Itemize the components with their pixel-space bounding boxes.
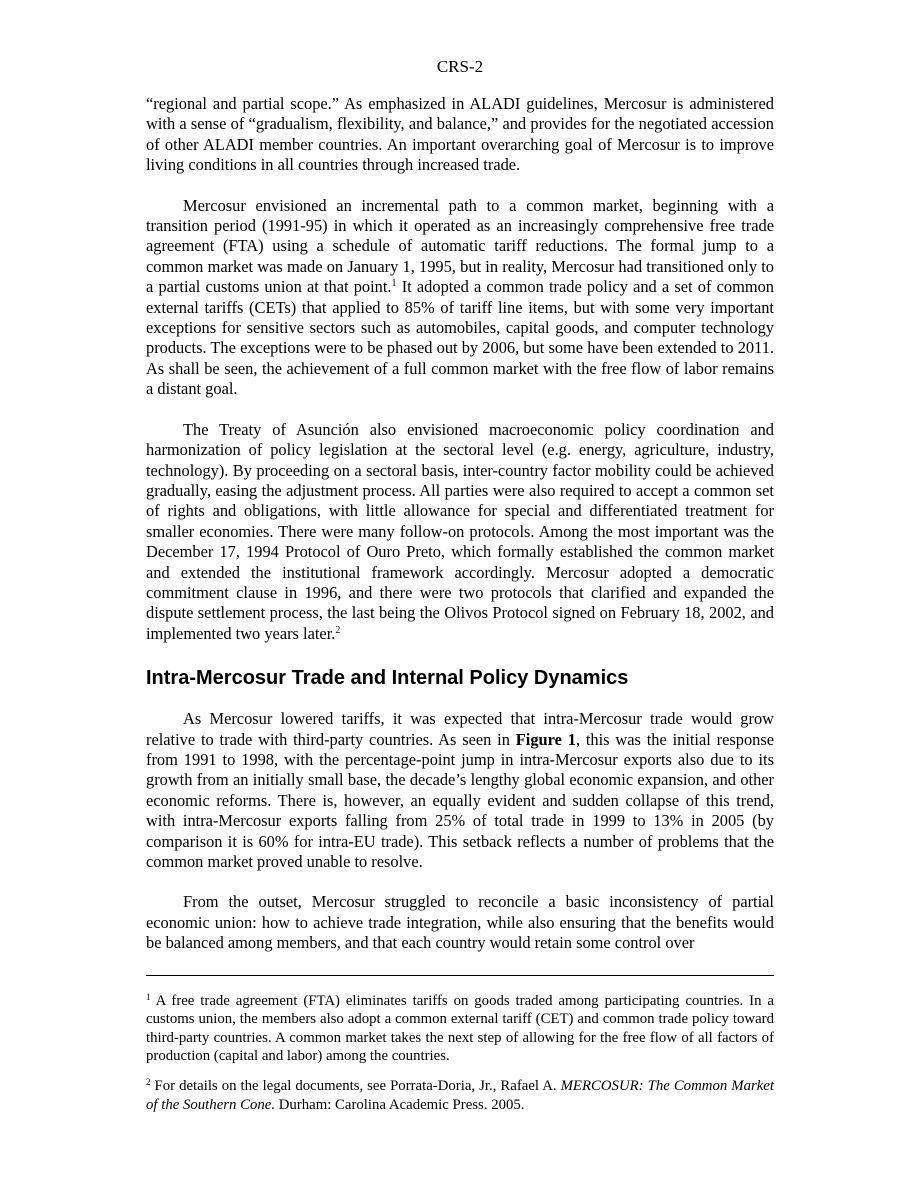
page-header: CRS-2 bbox=[436, 57, 484, 76]
footnote-ref-1[interactable]: 1 bbox=[391, 278, 397, 290]
paragraph-5: From the outset, Mercosur struggled to reconcile a basic inconsistency of partial economic union: how to achieve trade integration, while also ensuring that the benefits would be balanced among members, and that each country would retain some control over bbox=[146, 892, 774, 953]
footnote-ref-2[interactable]: 2 bbox=[335, 624, 341, 636]
paragraph-3-text: The Treaty of Asunción also envisioned macroeconomic policy coordination and harmonization of policy legislation at the sectoral level (e.g. energy, agriculture, industry, technology). By proceeding on a sectoral basis, inter-country factor mobility could be achieved gradually, easing the adjustment process. All parties were also required to accept a common set of rights and obligations, with little allowance for special and differentiated treatment for smaller economies. There were many follow-on protocols. Among the most important was the December 17, 1994 Protocol of Ouro Preto, which formally established the common market and extended the institutional framework accordingly. Mercosur adopted a democratic commitment clause in 1996, and there were two protocols that clarified and expanded the dispute settlement process, the last being the Olivos Protocol signed on February 18, 2002, and implemented two years later. bbox=[146, 419, 774, 643]
footnote-1-number: 1 bbox=[146, 991, 151, 1002]
paragraph-4 bbox=[146, 709, 774, 872]
paragraph-3 bbox=[146, 420, 774, 644]
paragraph-4-text-a: As Mercosur lowered tariffs, it was expected that intra-Mercosur trade would grow relative to trade with third-party countries. As seen in bbox=[146, 709, 774, 749]
footnote-2 bbox=[146, 1077, 774, 1114]
footnote-1 bbox=[146, 992, 774, 1066]
footnote-2-book-title: MERCOSUR: The Common Market of the Southern Cone. bbox=[146, 1078, 774, 1113]
paragraph-2 bbox=[146, 196, 774, 400]
footnote-2-text-a: For details on the legal documents, see Porrata-Doria, Jr., Rafael A. bbox=[150, 1078, 561, 1094]
footnote-2-text-b: Durham: Carolina Academic Press. 2005. bbox=[275, 1096, 525, 1113]
section-heading: Intra-Mercosur Trade and Internal Policy Dynamics bbox=[146, 667, 629, 690]
footnote-divider bbox=[146, 975, 774, 976]
figure-reference: Figure 1 bbox=[515, 729, 576, 749]
footnote-2-number: 2 bbox=[146, 1077, 151, 1087]
paragraph-4-text-b: , this was the initial response from 1991 to 1998, with the percentage-point jump in intra-Mercosur exports also due to its growth from an initially small base, the decade’s lengthy global economic expansion, and other economic reforms. There is, however, an equally evident and sudden collapse of this trend, with intra-Mercosur exports falling from 25% of total trade in 1999 to 13% in 2005 (by comparison it is 60% for intra-EU trade). This setback reflects a number of problems that the common market proved unable to resolve. bbox=[146, 729, 774, 871]
paragraph-2-text-b: It adopted a common trade policy and a set of common external tariffs (CETs) that applied to 85% of tariff line items, but with some very important exceptions for sensitive sectors such as automobiles, capital goods, and computer technology products. The exceptions were to be phased out by 2006, but some have been extended to 2011. As shall be seen, the achievement of a full common market with the free flow of labor remains a distant goal. bbox=[146, 277, 774, 399]
paragraph-1: “regional and partial scope.” As emphasized in ALADI guidelines, Mercosur is administered with a sense of “gradualism, flexibility, and balance,” and provides for the negotiated accession of other ALADI member countries. An important overarching goal of Mercosur is to improve living conditions in all countries through increased trade. bbox=[146, 94, 774, 175]
paragraph-2-text-a: Mercosur envisioned an incremental path to a common market, beginning with a transition period (1991-95) in which it operated as an increasingly comprehensive free trade agreement (FTA) using a schedule of automatic tariff reductions. The formal jump to a common market was made on January 1, 1995, but in reality, Mercosur had transitioned only to a partial customs union at that point. bbox=[146, 195, 774, 297]
footnote-1-text: A free trade agreement (FTA) eliminates tariffs on goods traded among participating countries. In a customs union, the members also adopt a common external tariff (CET) and common trade policy toward third-party countries. A common market takes the next step of allowing for the free flow of all factors of production (capital and labor) among the countries. bbox=[146, 992, 774, 1065]
document-page bbox=[146, 0, 774, 1114]
